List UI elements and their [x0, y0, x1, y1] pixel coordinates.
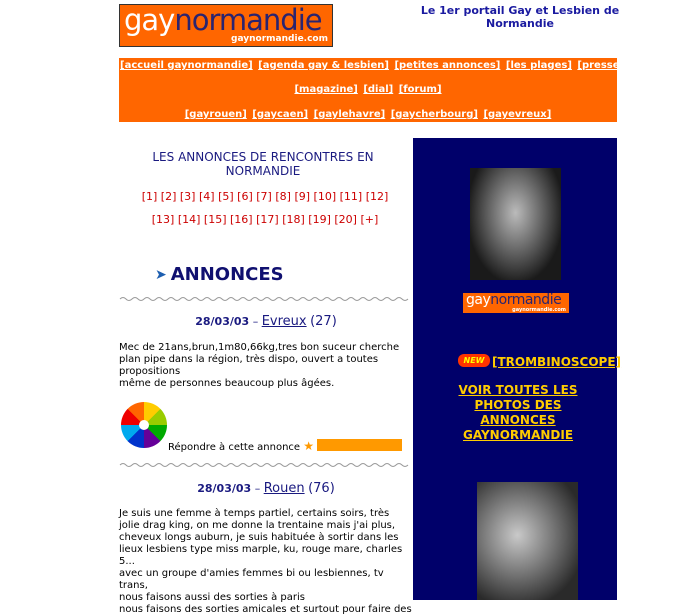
page-link[interactable]: [18]	[282, 213, 305, 226]
ad-text	[119, 342, 412, 390]
nav-link-agenda[interactable]: [agenda gay & lesbien]	[258, 60, 389, 71]
page-link[interactable]: [4]	[198, 190, 215, 203]
nav-link-petites-annonces[interactable]: [petites annonces]	[394, 60, 501, 71]
nav-link-magazine[interactable]: [magazine]	[294, 84, 358, 95]
ad-city-link[interactable]: Rouen	[263, 481, 305, 496]
wavy-divider	[120, 462, 412, 468]
logo-text: gaynormandie	[124, 3, 322, 37]
trombinoscope-link[interactable]: [TROMBINOSCOPE]	[492, 355, 622, 369]
ad-text-line: Je suis une femme à temps partiel, certains soirs, très	[119, 508, 390, 519]
nav-link-forum[interactable]: [forum]	[398, 84, 442, 95]
page-link[interactable]: [9]	[294, 190, 311, 203]
sidebar-logo-text: gaynormandie	[466, 292, 562, 308]
page-link[interactable]: [14]	[177, 213, 201, 226]
ad-count: (76)	[308, 481, 335, 496]
ad-header	[120, 314, 412, 329]
page-link[interactable]: [7]	[256, 190, 272, 203]
page-link[interactable]: [15]	[203, 213, 227, 226]
reply-link-label: Répondre à cette annonce	[168, 442, 301, 453]
pager-row-2	[122, 213, 408, 226]
page-link[interactable]: [3]	[179, 190, 196, 203]
nav-row-1	[119, 60, 625, 71]
logo-subtitle: gaynormandie.com	[231, 34, 328, 44]
page-link[interactable]: [11]	[339, 190, 363, 203]
site-logo[interactable]	[119, 4, 333, 47]
annonces-heading-text: ANNONCES	[170, 264, 284, 285]
couple-photo[interactable]	[477, 482, 578, 600]
ad-dash: –	[252, 315, 259, 328]
page-link[interactable]: [17]	[256, 213, 279, 226]
ad-text-line: même de personnes beaucoup plus âgées.	[119, 378, 335, 389]
annonces-heading	[155, 264, 284, 286]
nav-link-dial[interactable]: [dial]	[363, 84, 394, 95]
nav-link-gaycherbourg[interactable]: [gaycherbourg]	[390, 109, 478, 120]
page-next-link[interactable]: [+]	[360, 213, 379, 226]
nav-link-presse[interactable]: [presse]	[577, 60, 625, 71]
ad-date: 28/03/03	[197, 482, 252, 495]
page-link[interactable]: [10]	[313, 190, 337, 203]
ad-text-line: plan pipe dans la région, très dispo, ouvert a toutes	[119, 354, 379, 365]
site-tagline: Le 1er portail Gay et Lesbien de Normandie	[420, 4, 620, 30]
page-link[interactable]: [20]	[334, 213, 357, 226]
page-link[interactable]: [6]	[237, 190, 253, 203]
nav-link-gayrouen[interactable]: [gayrouen]	[184, 109, 247, 120]
sidebar-logo-subtitle: gaynormandie.com	[512, 307, 566, 313]
ad-dash: –	[254, 482, 261, 495]
page-link[interactable]: [19]	[308, 213, 331, 226]
main-nav	[119, 58, 625, 122]
ad-text-line: propositions	[119, 366, 181, 377]
reply-link[interactable]	[168, 439, 314, 453]
page-link[interactable]: [1]	[141, 190, 158, 203]
page-link[interactable]: [12]	[365, 190, 389, 203]
ad-text-line: nous faisons aussi des sorties à paris	[119, 592, 305, 603]
ad-text-line: Mec de 21ans,brun,1m80,66kg,tres bon suceur cherche	[119, 342, 400, 353]
nav-link-gayevreux[interactable]: [gayevreux]	[483, 109, 552, 120]
nav-link-accueil[interactable]: [accueil gaynormandie]	[120, 60, 253, 71]
section-title: LES ANNONCES DE RENCONTRES EN NORMANDIE	[152, 150, 374, 178]
sidebar-logo[interactable]	[463, 293, 569, 313]
ad-date: 28/03/03	[195, 315, 250, 328]
nav-row-2	[119, 84, 617, 95]
ad-text-line: avec un groupe d'amies femmes bi ou lesbiennes, tv trans,	[119, 568, 384, 591]
ad-text-line: cheveux longs auburn, je suis habituée à sortir dans les	[119, 532, 399, 543]
ad-text	[119, 508, 412, 616]
page-link[interactable]: [13]	[151, 213, 175, 226]
star-icon: ★	[303, 439, 315, 453]
nav-row-3	[119, 109, 617, 120]
arrow-right-icon: ➤	[155, 266, 167, 283]
page-link[interactable]: [16]	[230, 213, 253, 226]
page-link[interactable]: [8]	[275, 190, 291, 203]
wavy-divider	[120, 296, 412, 302]
nav-link-gaycaen[interactable]: [gaycaen]	[252, 109, 309, 120]
ad-text-line: nous faisons des sorties amicales et surtout pour faire des	[119, 604, 412, 615]
nav-link-plages[interactable]: [les plages]	[505, 60, 572, 71]
featured-photo[interactable]	[470, 168, 561, 280]
ad-city-link[interactable]: Evreux	[261, 314, 307, 329]
ad-header	[120, 481, 412, 496]
ad-text-line: 5...	[119, 556, 135, 567]
new-badge: NEW	[458, 354, 490, 367]
nav-link-gaylehavre[interactable]: [gaylehavre]	[313, 109, 386, 120]
ad-text-line: lieux lesbiens type miss marple, ku, rouge mare, charles	[119, 544, 403, 555]
reply-bar	[317, 439, 402, 451]
color-wheel-icon	[121, 402, 167, 448]
page-link[interactable]: [2]	[160, 190, 177, 203]
pager-row-1	[122, 190, 408, 203]
view-all-photos-link[interactable]: VOIR TOUTES LES PHOTOS DES ANNONCES GAYNORMANDIE	[458, 383, 578, 442]
page-link[interactable]: [5]	[218, 190, 234, 203]
ad-text-line: jolie drag king, on me donne la trentaine mais j'ai plus,	[119, 520, 396, 531]
ad-count: (27)	[310, 314, 337, 329]
